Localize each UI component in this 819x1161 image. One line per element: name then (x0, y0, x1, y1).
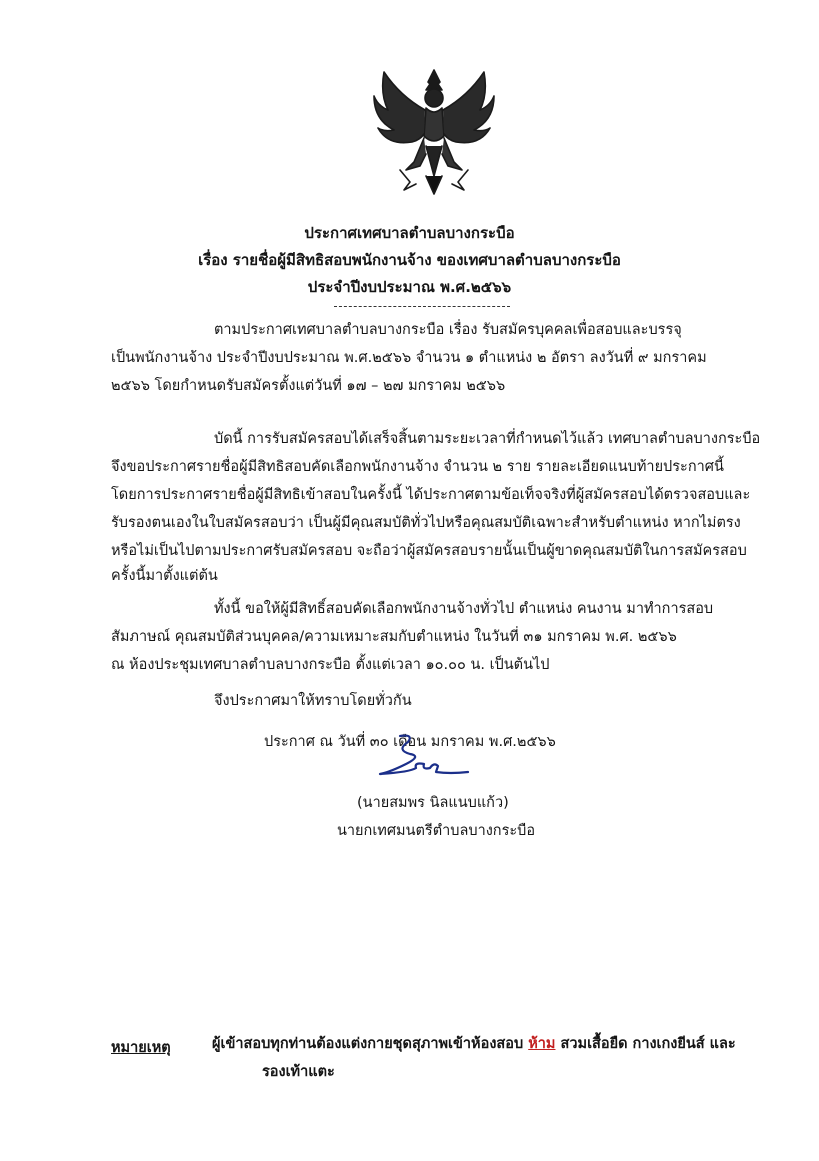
paragraph-3-line: ทั้งนี้ ขอให้ผู้มีสิทธิ์สอบคัดเลือกพนักงานจ้างทั่วไป ตำแหน่ง คนงาน มาทำการสอบ (214, 601, 714, 617)
handwritten-signature-icon (370, 732, 470, 782)
signatory-name: (นายสมพร นิลแนบแก้ว) (357, 795, 509, 811)
paragraph-3-line: สัมภาษณ์ คุณสมบัติส่วนบุคคล/ความเหมาะสมกับตำแหน่ง ในวันที่ ๓๑ มกราคม พ.ศ. ๒๕๖๖ (111, 629, 677, 645)
closing-line: จึงประกาศมาให้ทราบโดยทั่วกัน (214, 693, 412, 709)
signatory-position: นายกเทศมนตรีตำบลบางกระบือ (337, 823, 536, 839)
note-text (212, 1034, 736, 1054)
header-divider (334, 306, 510, 307)
announcement-date: ประกาศ ณ วันที่ ๓๐ เดือน มกราคม พ.ศ.๒๕๖๖ (264, 734, 556, 750)
paragraph-2-line: ครั้งนี้มาตั้งแต่ต้น (111, 568, 218, 584)
paragraph-1-line: เป็นพนักงานจ้าง ประจำปีงบประมาณ พ.ศ.๒๕๖๖ จำนวน ๑ ตำแหน่ง ๒ อัตรา ลงวันที่ ๙ มกราคม (111, 350, 707, 366)
paragraph-1-line: ตามประกาศเทศบาลตำบลบางกระบือ เรื่อง รับสมัครบุคคลเพื่อสอบและบรรจุ (214, 322, 682, 338)
garuda-emblem-icon (370, 66, 498, 198)
note-label: หมายเหตุ (111, 1040, 171, 1056)
paragraph-2-line: โดยการประกาศรายชื่อผู้มีสิทธิเข้าสอบในครั้งนี้ ได้ประกาศตามข้อเท็จจริงที่ผู้สมัครสอบได้ตรวจสอบและ (111, 487, 751, 503)
paragraph-1-line: ๒๕๖๖ โดยกำหนดรับสมัครตั้งแต่วันที่ ๑๗ – ๒๗ มกราคม ๒๕๖๖ (111, 378, 506, 394)
announcement-title: ประกาศเทศบาลตำบลบางกระบือ (304, 224, 515, 242)
paragraph-2-line: รับรองตนเองในใบสมัครสอบว่า เป็นผู้มีคุณสมบัติทั่วไปหรือคุณสมบัติเฉพาะสำหรับตำแหน่ง หากไม่ตรง (111, 515, 741, 531)
note-text-start: ผู้เข้าสอบทุกท่านต้องแต่งกายชุดสุภาพเข้าห้องสอบ (212, 1036, 529, 1052)
paragraph-2-line: หรือไม่เป็นไปตามประกาศรับสมัครสอบ จะถือว่าผู้สมัครสอบรายนั้นเป็นผู้ขาดคุณสมบัติในการสมัครสอบ (111, 543, 747, 559)
note-text-end: สวมเสื้อยืด กางเกงยีนส์ และ (555, 1036, 736, 1052)
note-prohibited-word: ห้าม (528, 1036, 556, 1052)
announcement-subject: เรื่อง รายชื่อผู้มีสิทธิสอบพนักงานจ้าง ของเทศบาลตำบลบางกระบือ (198, 251, 621, 269)
note-text-line-2: รองเท้าแตะ (262, 1064, 335, 1080)
paragraph-2-line: บัดนี้ การรับสมัครสอบได้เสร็จสิ้นตามระยะเวลาที่กำหนดไว้แล้ว เทศบาลตำบลบางกระบือ (214, 431, 761, 447)
paragraph-3-line: ณ ห้องประชุมเทศบาลตำบลบางกระบือ ตั้งแต่เวลา ๑๐.๐๐ น. เป็นต้นไป (111, 657, 550, 673)
paragraph-2-line: จึงขอประกาศรายชื่อผู้มีสิทธิสอบคัดเลือกพนักงานจ้าง จำนวน ๒ ราย รายละเอียดแนบท้ายประกาศนี้ (111, 459, 724, 475)
fiscal-year-line: ประจำปีงบประมาณ พ.ศ.๒๕๖๖ (307, 278, 512, 296)
